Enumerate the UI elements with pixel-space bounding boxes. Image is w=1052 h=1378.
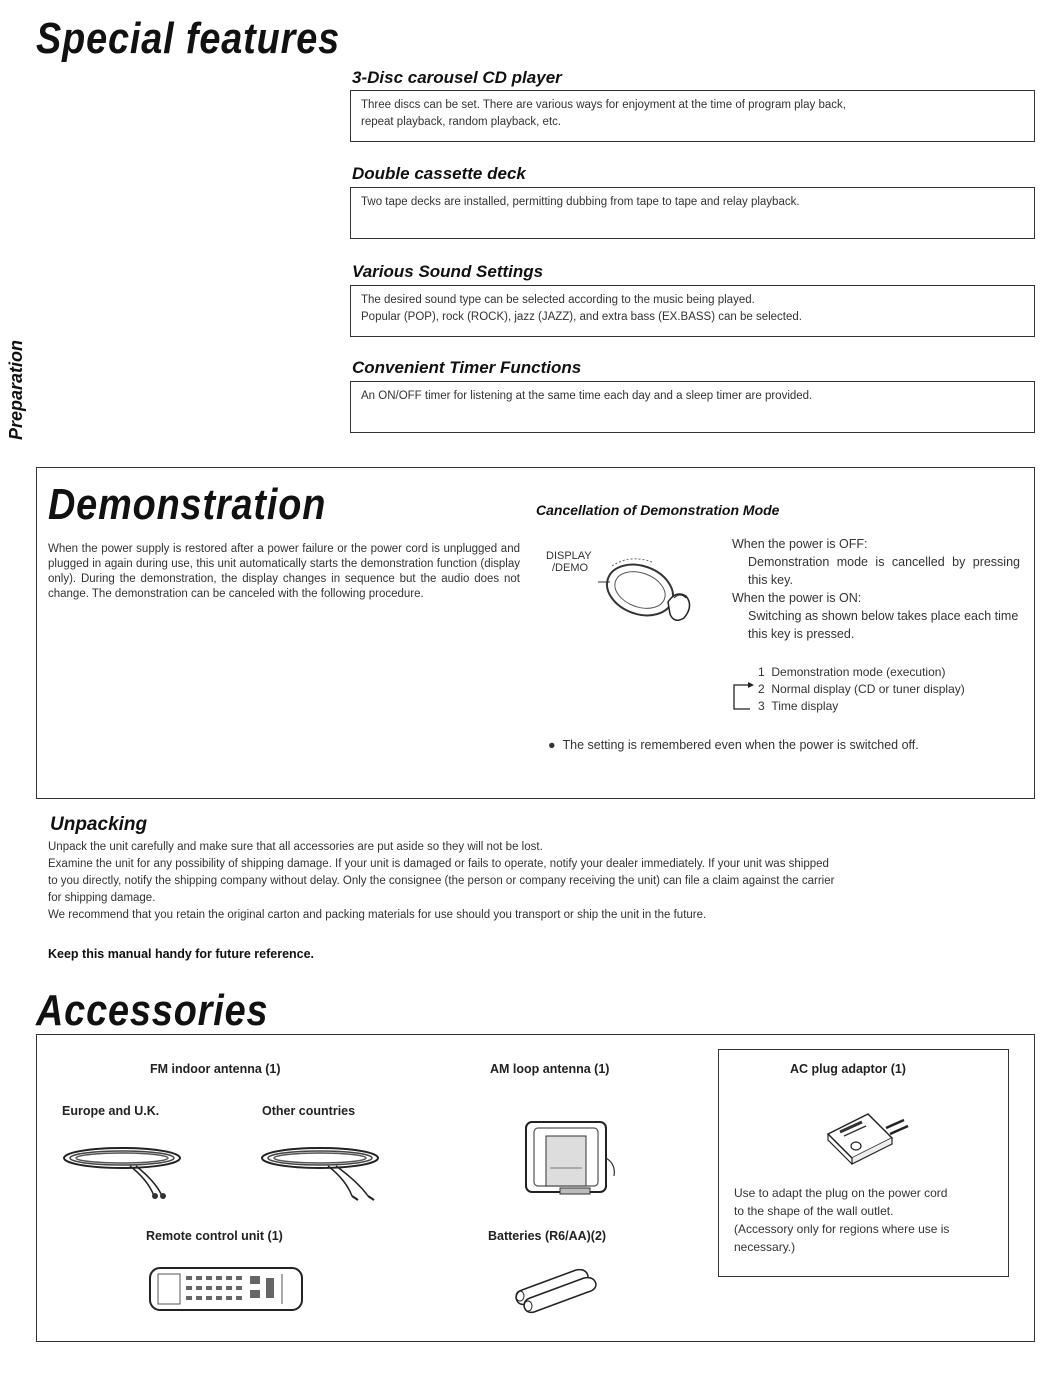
- demonstration-intro: When the power supply is restored after a power failure or the power cord is unplugged and plugged in again during use, this unit automatically starts the demonstration function (display only). During the demonstration, the display changes in sequence but the audio does not change. The demonstration can be canceled with the following procedure.: [48, 543, 520, 600]
- mode-text: Demonstration mode (execution): [771, 665, 946, 679]
- feature-text: Popular (POP), rock (ROCK), jazz (JAZZ), and extra bass (EX.BASS) can be selected.: [361, 311, 802, 323]
- mode-item: [758, 681, 965, 698]
- ac-plug-adaptor-icon: [818, 1104, 918, 1174]
- demonstration-note: [548, 738, 919, 752]
- power-off-label: When the power is OFF:: [732, 537, 868, 551]
- cycle-arrow-icon: [732, 676, 754, 714]
- fm-antenna-label: FM indoor antenna (1): [150, 1062, 281, 1076]
- preparation-side-tab: Preparation: [6, 339, 26, 440]
- power-on-label: When the power is ON:: [732, 591, 862, 605]
- feature-heading: Double cassette deck: [352, 164, 526, 183]
- unpacking-line: to you directly, notify the shipping company without delay. Only the consignee (the person or company receiving the unit) can file a claim against the carrier: [48, 875, 835, 887]
- mode-item: [758, 698, 965, 715]
- mode-text: Normal display (CD or tuner display): [771, 682, 965, 696]
- unpacking-line: Examine the unit for any possibility of shipping damage. If your unit is damaged or fails to operate, notify your dealer immediately. If your unit was shipped: [48, 858, 829, 870]
- feature-text: The desired sound type can be selected according to the music being played.: [361, 294, 755, 306]
- special-features-title: Special features: [36, 14, 341, 63]
- feature-heading: Convenient Timer Functions: [352, 358, 582, 377]
- mode-number: 1: [758, 665, 765, 679]
- cancellation-heading: Cancellation of Demonstration Mode: [536, 502, 780, 518]
- feature-heading: Various Sound Settings: [352, 262, 544, 281]
- am-antenna-label: AM loop antenna (1): [490, 1062, 610, 1076]
- display-demo-key-icon: [590, 548, 700, 628]
- power-on-desc: Switching as shown below takes place each time this key is pressed.: [748, 609, 1019, 641]
- bullet-icon: ●: [548, 738, 556, 752]
- ac-desc-line: to the shape of the wall outlet.: [734, 1204, 894, 1218]
- unpacking-title: Unpacking: [50, 814, 148, 835]
- feature-box: [350, 381, 1035, 433]
- mode-text: Time display: [771, 699, 839, 713]
- key-label-line: /DEMO: [552, 562, 589, 574]
- unpacking-text: [48, 839, 1033, 924]
- fm-europe-label: Europe and U.K.: [62, 1104, 160, 1118]
- batteries-label: Batteries (R6/AA)(2): [488, 1229, 607, 1243]
- ac-adaptor-desc: [734, 1184, 949, 1256]
- ac-desc-line: Use to adapt the plug on the power cord: [734, 1186, 948, 1200]
- mode-item: [758, 664, 965, 681]
- unpacking-line: Unpack the unit carefully and make sure that all accessories are put aside so they will not be lost.: [48, 841, 543, 853]
- feature-text: Three discs can be set. There are various ways for enjoyment at the time of program play back,: [361, 99, 846, 111]
- accessories-title: Accessories: [36, 986, 269, 1035]
- ac-adaptor-label: AC plug adaptor (1): [790, 1062, 906, 1076]
- unpacking-line: for shipping damage.: [48, 892, 156, 904]
- feature-box: [350, 90, 1035, 142]
- ac-desc-line: (Accessory only for regions where use is: [734, 1222, 950, 1236]
- fm-other-label: Other countries: [262, 1104, 356, 1118]
- mode-list: [758, 664, 965, 715]
- fm-antenna-europe-icon: [60, 1138, 190, 1202]
- feature-text: Two tape decks are installed, permitting dubbing from tape to tape and relay playback.: [361, 196, 800, 208]
- batteries-icon: [512, 1264, 602, 1314]
- mode-number: 3: [758, 699, 765, 713]
- feature-box: [350, 285, 1035, 337]
- key-label-line: DISPLAY: [546, 550, 592, 562]
- keep-manual-note: Keep this manual handy for future reference.: [48, 947, 315, 961]
- display-demo-key-label: [546, 550, 592, 574]
- demonstration-title: Demonstration: [48, 480, 327, 529]
- power-instructions: [732, 535, 1020, 643]
- feature-text: An ON/OFF timer for listening at the same time each day and a sleep timer are provided.: [361, 390, 813, 402]
- feature-box: [350, 187, 1035, 239]
- unpacking-line: We recommend that you retain the original carton and packing materials for use should you transport or ship the unit in the future.: [48, 909, 707, 921]
- feature-heading: 3-Disc carousel CD player: [352, 68, 562, 87]
- mode-number: 2: [758, 682, 765, 696]
- note-text: The setting is remembered even when the power is switched off.: [562, 738, 919, 752]
- remote-control-icon: [148, 1264, 308, 1316]
- fm-antenna-other-icon: [258, 1138, 388, 1202]
- power-off-desc: Demonstration mode is cancelled by pressing this key.: [748, 555, 1020, 587]
- am-loop-antenna-icon: [520, 1118, 620, 1198]
- feature-text: repeat playback, random playback, etc.: [361, 116, 562, 128]
- ac-desc-line: necessary.): [734, 1240, 796, 1254]
- remote-control-label: Remote control unit (1): [146, 1229, 283, 1243]
